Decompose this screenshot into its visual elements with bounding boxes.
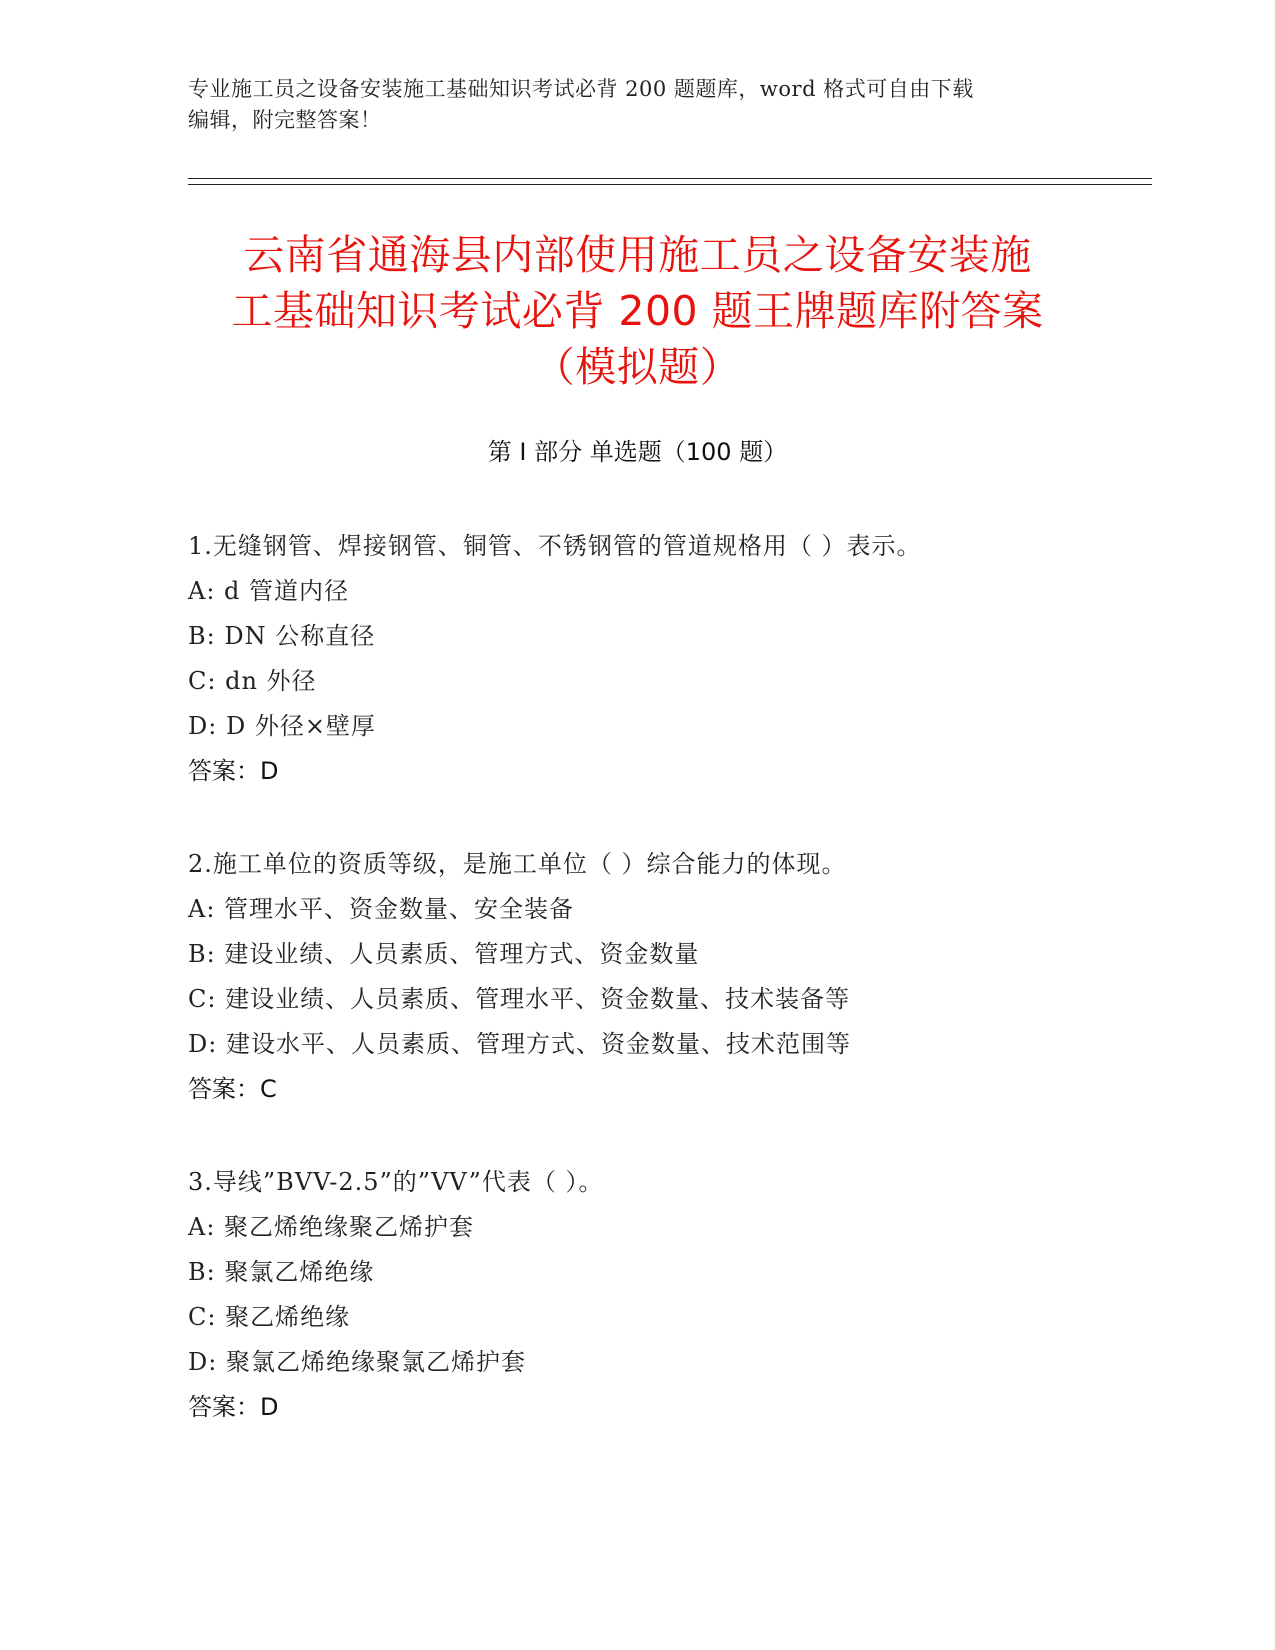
- option-c: C: 建设业绩、人员素质、管理水平、资金数量、技术装备等: [188, 985, 851, 1013]
- question-block: [188, 842, 1188, 1112]
- option-a: A: 聚乙烯绝缘聚乙烯护套: [188, 1213, 475, 1241]
- option-b: B: 聚氯乙烯绝缘: [188, 1258, 375, 1286]
- answer-text: 答案：D: [188, 757, 279, 785]
- answer-text: 答案：C: [188, 1075, 277, 1103]
- option-b: B: 建设业绩、人员素质、管理方式、资金数量: [188, 940, 700, 968]
- document-title-line-1: 云南省通海县内部使用施工员之设备安装施: [243, 231, 1032, 279]
- header-divider-top: [188, 178, 1152, 179]
- document-title-line-3: （模拟题）: [533, 343, 742, 391]
- option-d: D: 聚氯乙烯绝缘聚氯乙烯护套: [188, 1348, 526, 1376]
- header-divider-bottom: [188, 184, 1152, 185]
- option-d: D: 建设水平、人员素质、管理方式、资金数量、技术范围等: [188, 1030, 851, 1058]
- option-a: A: 管理水平、资金数量、安全装备: [188, 895, 575, 923]
- header-note: [188, 74, 1088, 136]
- header-note-line-1: 专业施工员之设备安装施工基础知识考试必背 200 题题库，word 格式可自由下载: [188, 77, 974, 101]
- question-block: [188, 524, 1188, 794]
- question-stem: 2.施工单位的资质等级，是施工单位（ ）综合能力的体现。: [188, 850, 847, 878]
- option-c: C: dn 外径: [188, 667, 317, 695]
- document-title: [150, 227, 1125, 395]
- header-note-line-2: 编辑，附完整答案！: [188, 108, 382, 132]
- option-c: C: 聚乙烯绝缘: [188, 1303, 351, 1331]
- document-title-line-2: 工基础知识考试必背 200 题王牌题库附答案: [231, 287, 1044, 335]
- answer-text: 答案：D: [188, 1393, 279, 1421]
- question-stem: 3.导线”BVV-2.5”的”VV”代表（ ）。: [188, 1168, 604, 1196]
- option-d: D: D 外径×壁厚: [188, 712, 376, 740]
- section-title: 第 I 部分 单选题（100 题）: [487, 438, 788, 466]
- option-a: A: d 管道内径: [188, 577, 350, 605]
- question-stem: 1.无缝钢管、焊接钢管、铜管、不锈钢管的管道规格用（ ）表示。: [188, 532, 922, 560]
- question-block: [188, 1160, 1188, 1430]
- option-b: B: DN 公称直径: [188, 622, 376, 650]
